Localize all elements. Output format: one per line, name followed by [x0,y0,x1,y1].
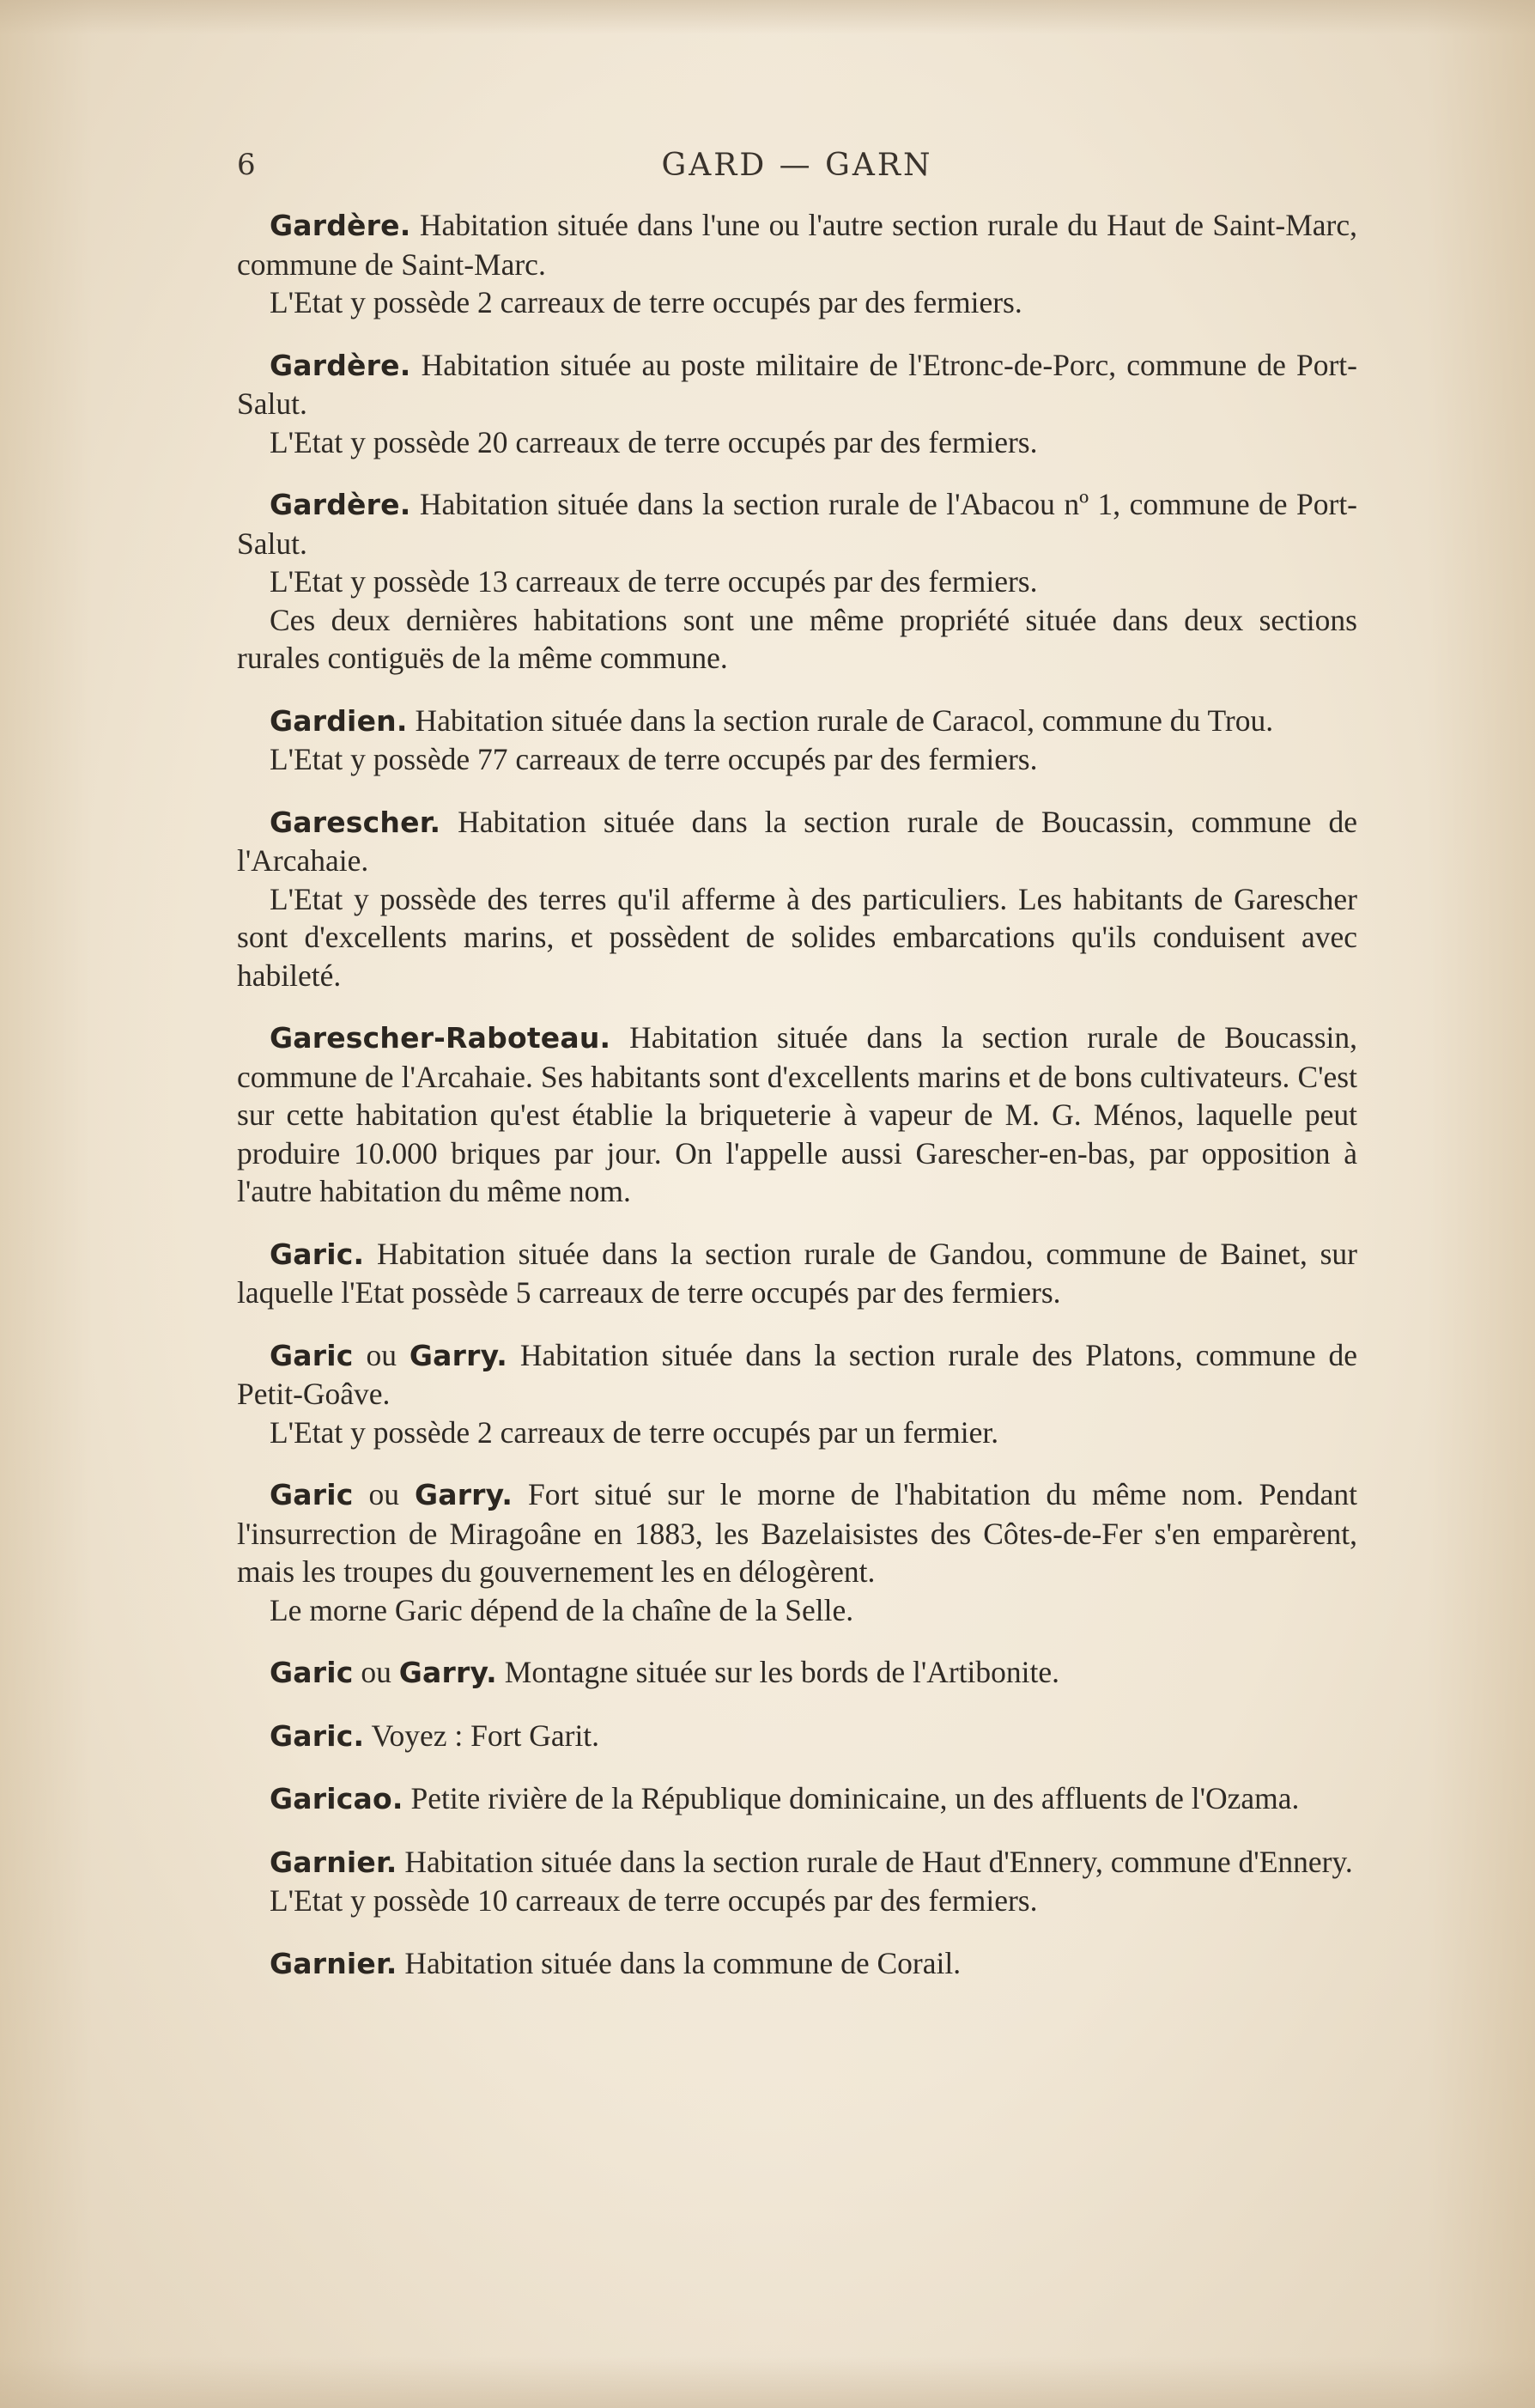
entry-paragraph [237,1653,1357,1693]
headword-conjunction: ou [368,1477,399,1511]
entry-garic-garry-2 [237,1475,1357,1629]
page-header [237,148,1357,191]
entry-headword: Gardère. [270,488,411,521]
entry-paragraph [237,1475,1357,1591]
dictionary-entries [237,206,1357,2007]
entry-headword-variant: Garry. [409,1338,507,1372]
running-head: GARD — GARN [661,148,933,183]
entry-headword: Gardère. [270,348,411,382]
entry-garescher-raboteau [237,1019,1357,1211]
entry-headword: Garnier. [270,1946,397,1980]
entry-text: Habitation située dans la section rurale de Gandou, commune de Bainet, sur laquelle l'Etat possède 5 carreaux de terre occupés par des fermiers. [237,1236,1358,1310]
entry-text: Habitation située dans la section rurale des Platons, commune de Petit-Goâve. [237,1337,1358,1411]
headword-conjunction: ou [361,1655,391,1689]
entry-headword-variant: Garry. [414,1478,513,1511]
page-number: 6 [237,148,257,182]
entry-paragraph: L'Etat y possède 2 carreaux de terre occupés par des fermiers. [270,285,1022,319]
entry-paragraph [237,803,1357,880]
entry-paragraph [237,702,1357,741]
entry-headword: Gardère. [270,209,411,242]
entry-text: Habitation située au poste militaire de l'Etronc-de-Porc, commune de Port-Salut. [237,347,1357,421]
entry-headword: Garic [270,1656,354,1689]
headword-conjunction: ou [366,1337,397,1372]
entry-paragraph: Ces deux dernières habitations sont une même propriété située dans deux sections rurales contiguës de la même commune. [237,602,1357,675]
entry-headword: Garicao. [270,1782,403,1815]
entry-paragraph [237,1019,1357,1211]
entry-paragraph: L'Etat y possède des terres qu'il afferme à des particuliers. Les habitants de Garescher sont d'excellents marins, et possèdent de solides embarcations qu'ils conduisent avec habileté. [237,881,1357,993]
entry-paragraph: L'Etat y possède 13 carreaux de terre occupés par des fermiers. [270,564,1038,599]
entry-text: Habitation située dans la section rurale de l'Abacou nº 1, commune de Port-Salut. [237,487,1358,561]
entry-paragraph: L'Etat y possède 77 carreaux de terre occupés par des fermiers. [270,742,1038,776]
entry-paragraph: L'Etat y possède 10 carreaux de terre occupés par des fermiers. [270,1883,1038,1918]
entry-garescher [237,803,1357,995]
entry-paragraph [237,485,1357,562]
entry-text: Habitation située dans la section rurale de Boucassin, commune de l'Arcahaie. [237,804,1357,878]
entry-paragraph [237,1944,1357,1984]
entry-headword: Garic. [270,1718,365,1753]
entry-garic-1 [237,1235,1357,1312]
page-edge-shading-bottom [0,2356,1535,2408]
entry-paragraph [237,1717,1357,1756]
entry-headword: Garic. [270,1237,365,1271]
entry-paragraph: L'Etat y possède 20 carreaux de terre occupés par des fermiers. [270,424,1038,459]
entry-headword: Garic [270,1338,354,1372]
entry-headword: Garic [270,1478,354,1511]
entry-headword-variant: Garry. [398,1656,497,1689]
entry-garic-2 [237,1717,1357,1756]
entry-headword: Gardien. [270,703,408,738]
entry-gardere-2 [237,346,1357,462]
entry-paragraph [237,1336,1357,1414]
entry-text: Fort situé sur le morne de l'habitation du même nom. Pendant l'insurrection de Miragoâne en 1883, les Bazelaisistes des Côtes-de-Fer s'en emparèrent, mais les troupes du gouvernement les en délogèrent. [237,1477,1357,1589]
entry-headword: Garescher-Raboteau. [270,1021,611,1055]
entry-text: Voyez : Fort Garit. [371,1718,600,1753]
entry-text: Habitation située dans la section rurale de Haut d'Ennery, commune d'Ennery. [404,1844,1353,1879]
entry-paragraph [237,346,1357,423]
entry-text: Petite rivière de la République dominicaine, un des affluents de l'Ozama. [410,1781,1300,1815]
entry-paragraph: Le morne Garic dépend de la chaîne de la Selle. [270,1592,854,1627]
entry-paragraph [237,206,1357,283]
entry-gardere-1 [237,206,1357,322]
entry-text: Habitation située dans la section rurale de Caracol, commune du Trou. [415,702,1274,738]
entry-text: Habitation située dans la section rurale de Boucassin, commune de l'Arcahaie. Ses habitants sont d'excellents marins et de bons cultivateurs. C'est sur cette habitation qu'est établie la briqueterie à vapeur de M. G. Ménos, laquelle peut produire 10.000 briques par jour. On l'appelle aussi Garescher-en-bas, par opposition à l'autre habitation du même nom. [237,1020,1357,1208]
entry-garicao [237,1779,1357,1819]
entry-paragraph [237,1843,1357,1882]
entry-text: Habitation située dans l'une ou l'autre section rurale du Haut de Saint-Marc, commune de Saint-Marc. [237,208,1357,282]
entry-garnier-1 [237,1843,1357,1920]
entry-gardien [237,702,1357,779]
entry-paragraph: L'Etat y possède 2 carreaux de terre occupés par un fermier. [270,1414,999,1450]
entry-garic-garry-3 [237,1653,1357,1693]
entry-text: Montagne située sur les bords de l'Artibonite. [504,1655,1060,1689]
entry-paragraph [237,1779,1357,1819]
entry-headword: Garescher. [270,805,441,839]
entry-headword: Garnier. [270,1845,397,1879]
entry-text: Habitation située dans la commune de Corail. [404,1945,962,1980]
entry-paragraph [237,1235,1357,1312]
entry-garic-garry-1 [237,1336,1357,1452]
entry-garnier-2 [237,1944,1357,1984]
page-edge-shading-top [0,0,1535,34]
entry-gardere-3 [237,485,1357,678]
